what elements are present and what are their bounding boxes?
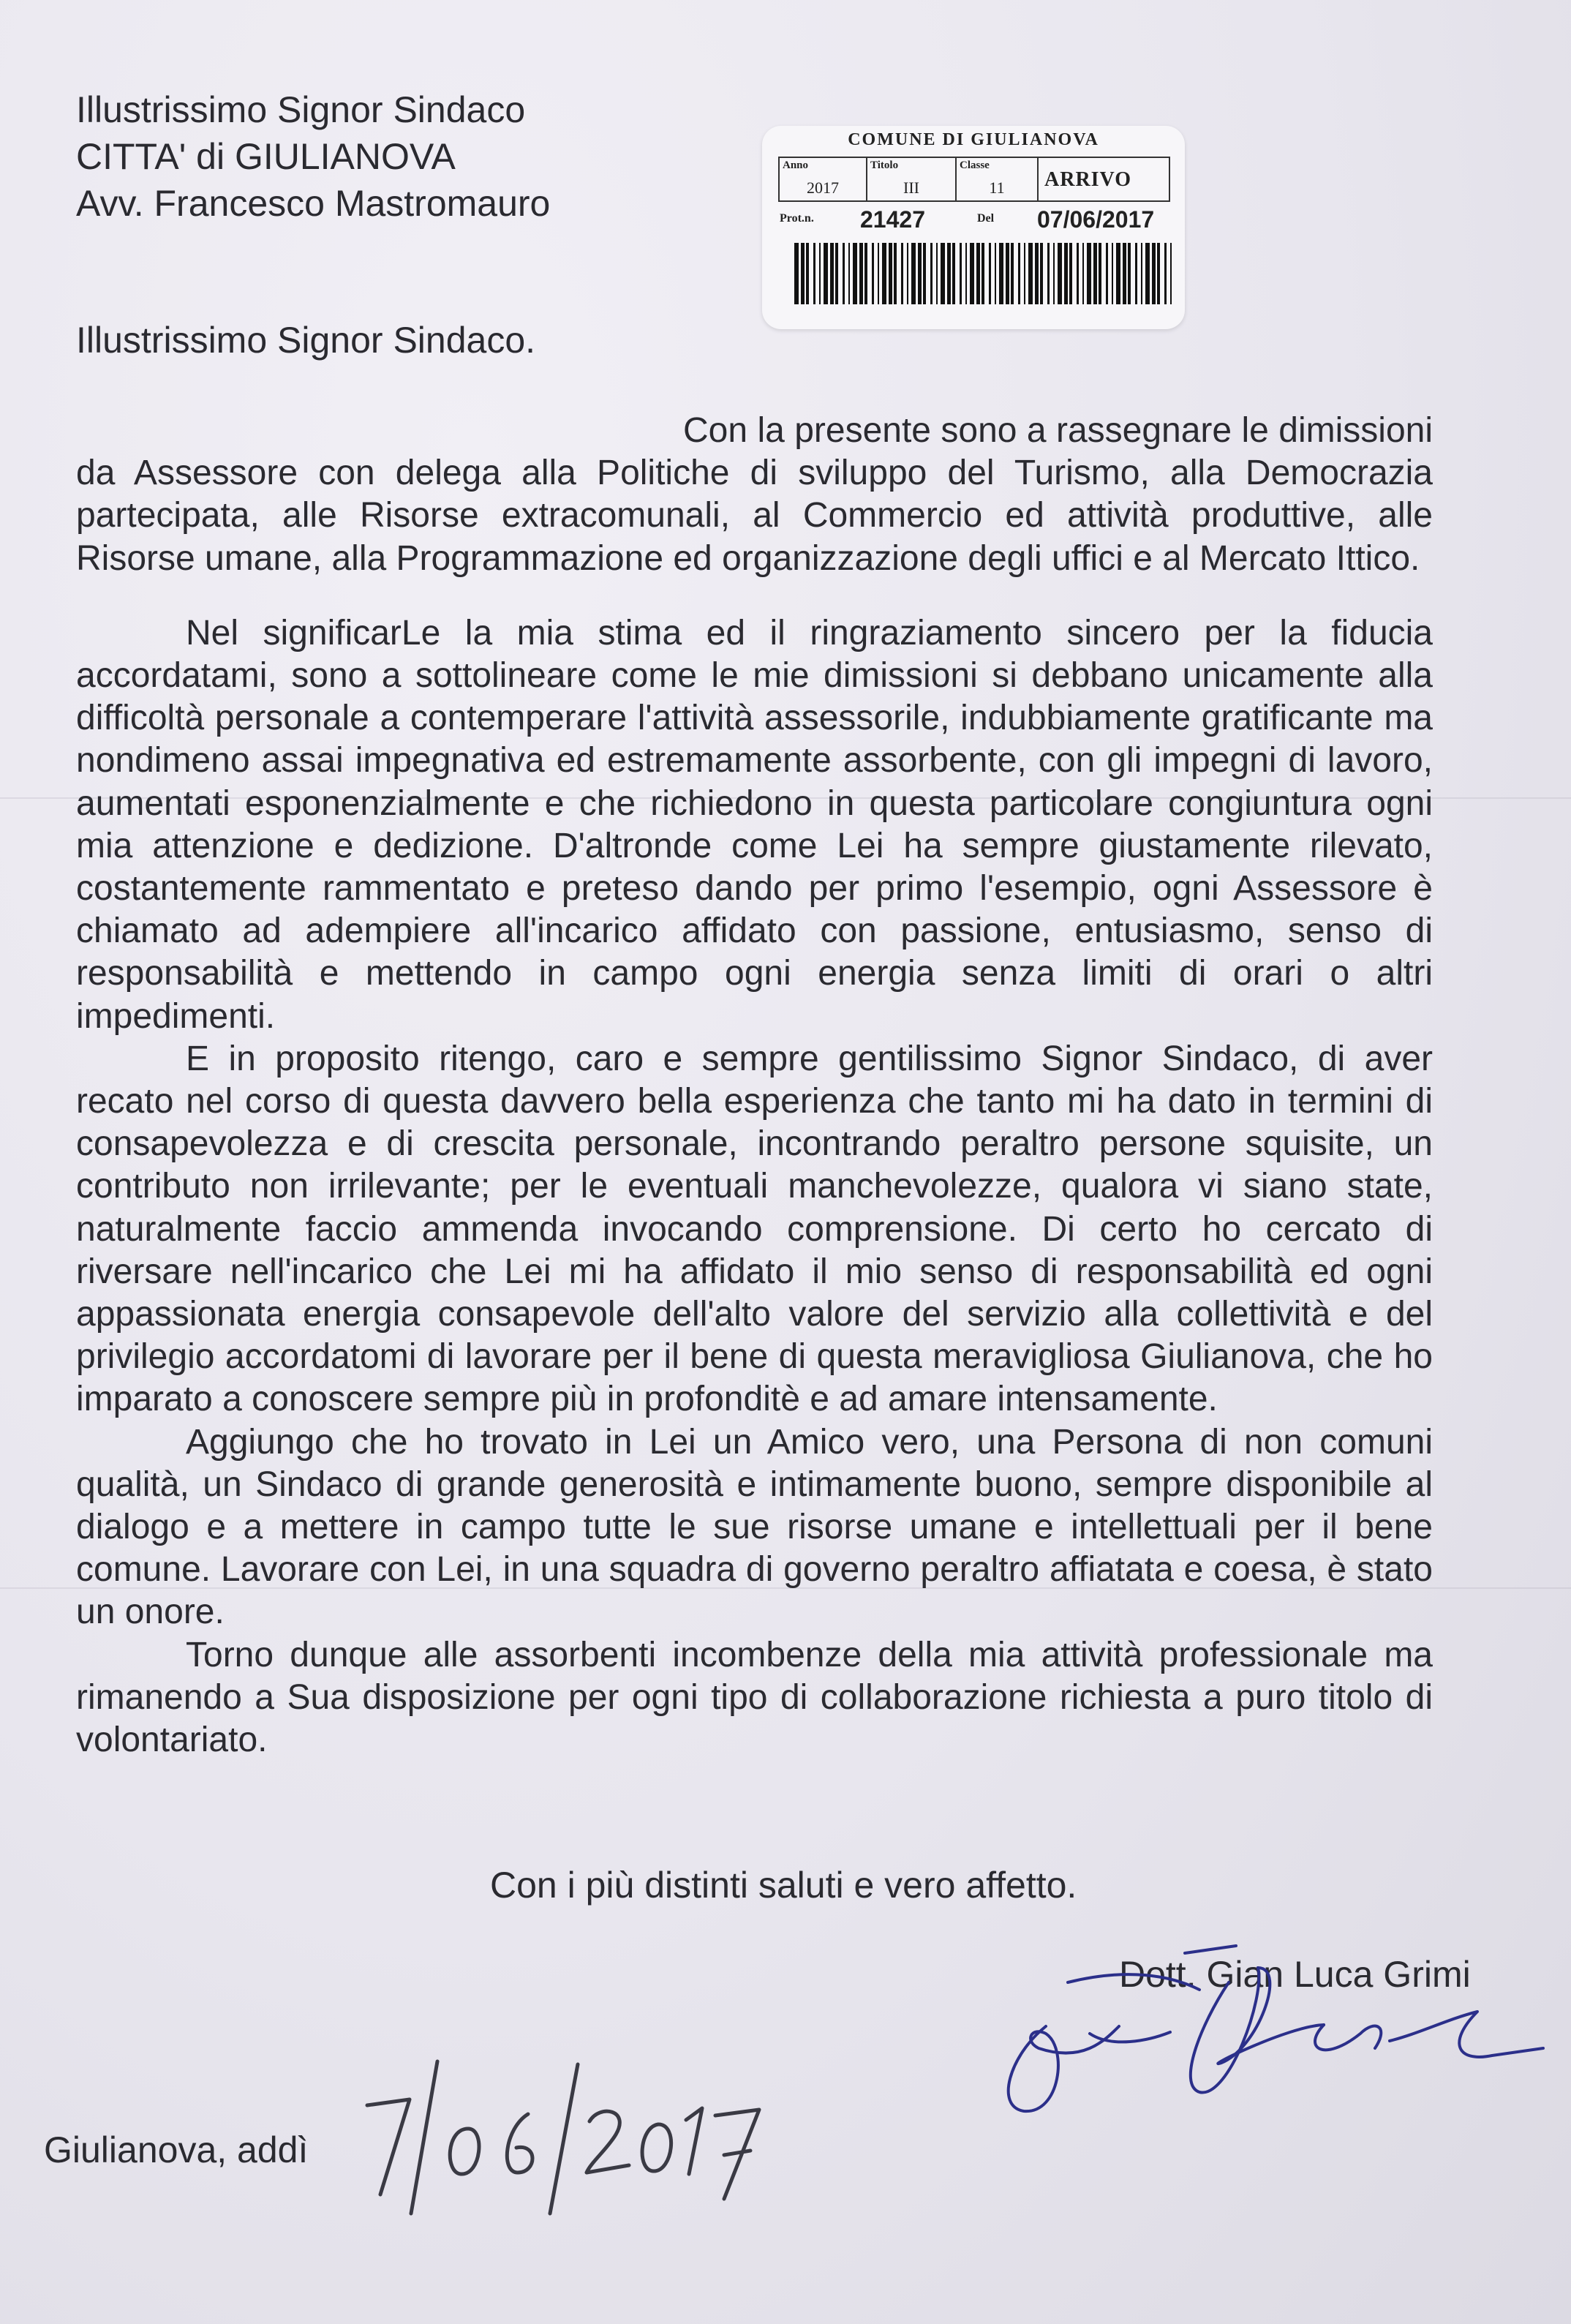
barcode-bar xyxy=(965,243,967,304)
barcode-bar xyxy=(1087,243,1091,304)
barcode-bar xyxy=(952,243,955,304)
stamp-cell-tipo xyxy=(1039,158,1169,200)
barcode-bar xyxy=(995,243,996,304)
barcode-bar xyxy=(882,243,886,304)
stamp-date: 07/06/2017 xyxy=(1037,206,1155,233)
stamp-cell-classe xyxy=(957,158,1039,200)
barcode-bar xyxy=(1028,243,1033,304)
stamp-value: 2017 xyxy=(807,178,839,197)
barcode-bar xyxy=(824,243,828,304)
barcode-bar xyxy=(1093,243,1097,304)
barcode-bar xyxy=(801,243,805,304)
stamp-type: ARRIVO xyxy=(1044,168,1131,191)
stamp-title: COMUNE DI GIULIANOVA xyxy=(848,130,1099,149)
barcode-bar xyxy=(830,243,834,304)
barcode-bar xyxy=(930,243,933,304)
barcode-bar xyxy=(806,243,809,304)
barcode-bar xyxy=(1106,243,1108,304)
letter-body xyxy=(76,410,1433,1761)
barcode-bar xyxy=(848,243,850,304)
barcode-bar xyxy=(1006,243,1009,304)
stamp-date-label: Del xyxy=(977,212,995,225)
protocol-stamp xyxy=(762,126,1185,329)
barcode-bar xyxy=(1123,243,1126,304)
barcode-icon xyxy=(794,243,1175,304)
barcode-bar xyxy=(1047,243,1050,304)
barcode-bar xyxy=(859,243,863,304)
barcode-bar xyxy=(1024,243,1025,304)
addressee-line: Illustrissimo Signor Sindaco xyxy=(76,89,526,130)
barcode-bar xyxy=(864,243,867,304)
body-paragraph: Aggiungo che ho trovato in Lei un Amico vero, una Persona di non comuni qualità, un Sindaco di grande generosità e intimamente buono, sempre disponibile al dialogo e a mettere in campo tutte le sue risorse umane e intellettuali per il bene comune. Lavorare con Lei, in una squadra di governo peraltro affiatata e coesa, è stato un onore. xyxy=(76,1422,1433,1632)
stamp-value: III xyxy=(903,178,919,197)
body-paragraph: Nel significarLe la mia stima ed il ringraziamento sincero per la fiducia accordatami, sono a sottolineare come le mie dimissioni si debbano unicamente alla difficoltà personale a contemperare l'attività assessorile, indubbiamente gratificante ma nondimeno assai impegnativa ed estremamente assorbente, con gli impegni di lavoro, aumentati esponenzialmente e che richiedono in questa particolare congiuntura ogni mia attenzione e dedizione. D'altronde come Lei ha sempre giustamente rilevato, costantemente rammentato e preteso dando per primo l'esempio, ogni Assessore è chiamato ad adempiere all'incarico affidato con passione, entusiasmo, senso di responsabilità e mettendo in campo ogni energia senza limiti di orari o altri impedimenti. xyxy=(76,613,1433,1036)
barcode-bar xyxy=(1128,243,1131,304)
barcode-bar xyxy=(1145,243,1150,304)
barcode-bar xyxy=(918,243,922,304)
barcode-bar xyxy=(941,243,945,304)
barcode-bar xyxy=(872,243,874,304)
barcode-bar xyxy=(1141,243,1142,304)
body-paragraph: Torno dunque alle assorbenti incombenze della mia attività professionale ma rimanendo a Sua disposizione per ogni tipo di collaborazione richiesta a puro titolo di volontariato. xyxy=(76,1635,1433,1760)
barcode-bar xyxy=(1011,243,1014,304)
addressee-line: Avv. Francesco Mastromauro xyxy=(76,183,551,224)
barcode-bar xyxy=(1116,243,1120,304)
barcode-bar xyxy=(813,243,815,304)
stamp-prot-label: Prot.n. xyxy=(780,212,814,225)
barcode-bar xyxy=(911,243,916,304)
barcode-bar xyxy=(970,243,974,304)
stamp-grid xyxy=(778,157,1170,202)
barcode-bar xyxy=(889,243,892,304)
place-label: Giulianova, addì xyxy=(44,2129,309,2170)
stamp-label: Anno xyxy=(783,159,809,171)
barcode-bar xyxy=(819,243,821,304)
stamp-cell-anno xyxy=(780,158,867,200)
barcode-bar xyxy=(843,243,845,304)
barcode-bar xyxy=(907,243,908,304)
barcode-bar xyxy=(1152,243,1156,304)
stamp-value: 11 xyxy=(989,178,1005,197)
addressee-line: CITTA' di GIULIANOVA xyxy=(76,136,456,177)
barcode-bar xyxy=(982,243,984,304)
addressee-block xyxy=(76,86,550,227)
barcode-bar xyxy=(1035,243,1039,304)
barcode-bar xyxy=(947,243,951,304)
barcode-bar xyxy=(1018,243,1020,304)
stamp-label: Classe xyxy=(960,159,990,171)
barcode-bar xyxy=(1082,243,1084,304)
barcode-bar xyxy=(835,243,838,304)
barcode-bar xyxy=(999,243,1003,304)
barcode-bar xyxy=(1112,243,1113,304)
salutation: Illustrissimo Signor Sindaco. xyxy=(76,320,536,361)
barcode-bar xyxy=(853,243,857,304)
barcode-bar xyxy=(1164,243,1167,304)
barcode-bar xyxy=(1077,243,1079,304)
barcode-bar xyxy=(989,243,991,304)
barcode-bar xyxy=(1040,243,1043,304)
signer-name: Dott. Gian Luca Grimi xyxy=(1119,1954,1471,1995)
barcode-bar xyxy=(923,243,926,304)
barcode-bar xyxy=(1157,243,1160,304)
barcode-bar xyxy=(1069,243,1072,304)
signature xyxy=(980,1938,1551,2158)
stamp-cell-titolo xyxy=(867,158,957,200)
barcode-bar xyxy=(1099,243,1101,304)
body-paragraph: E in proposito ritengo, caro e sempre gentilissimo Signor Sindaco, di aver recato nel corso di questa davvero bella esperienza che tanto mi ha dato in termini di consapevolezza e di crescita personale, incontrando peraltro persone squisite, un contributo non irrilevante; per le eventuali manchevolezze, qualora vi siano state, naturalmente faccio ammenda invocando comprensione. Di certo ho cercato di riversare nell'incarico che Lei mi ha affidato il mio senso di responsabilità ed ogni appassionata energia consapevole dell'alto valore del servizio alla collettività e del privilegio accordatomi di lavorare per il bene di questa meravigliosa Giulianova, che ho imparato a conoscere sempre più in profonditè e ad amare intensamente. xyxy=(76,1039,1433,1419)
closing-line: Con i più distinti saluti e vero affetto. xyxy=(490,1865,1077,1906)
barcode-bar xyxy=(1135,243,1137,304)
barcode-bar xyxy=(894,243,897,304)
barcode-bar xyxy=(901,243,903,304)
barcode-bar xyxy=(936,243,938,304)
stamp-prot-number: 21427 xyxy=(860,206,925,233)
barcode-bar xyxy=(1170,243,1172,304)
barcode-bar xyxy=(976,243,980,304)
barcode-bar xyxy=(960,243,962,304)
barcode-bar xyxy=(794,243,799,304)
barcode-bar xyxy=(1058,243,1062,304)
stamp-label: Titolo xyxy=(870,159,899,171)
body-paragraph: Con la presente sono a rassegnare le dimissioni da Assessore con delega alla Politiche di sviluppo del Turismo, alla Democrazia partecipata, alle Risorse extracomunali, al Commercio ed attività produttive, alle Risorse umane, alla Programmazione ed organizzazione degli uffici e al Mercato Ittico. xyxy=(76,411,1433,578)
handwritten-date xyxy=(358,2048,768,2224)
barcode-bar xyxy=(1064,243,1068,304)
stamp-protocol-row xyxy=(780,206,1175,236)
barcode-bar xyxy=(878,243,879,304)
barcode-bar xyxy=(1053,243,1055,304)
